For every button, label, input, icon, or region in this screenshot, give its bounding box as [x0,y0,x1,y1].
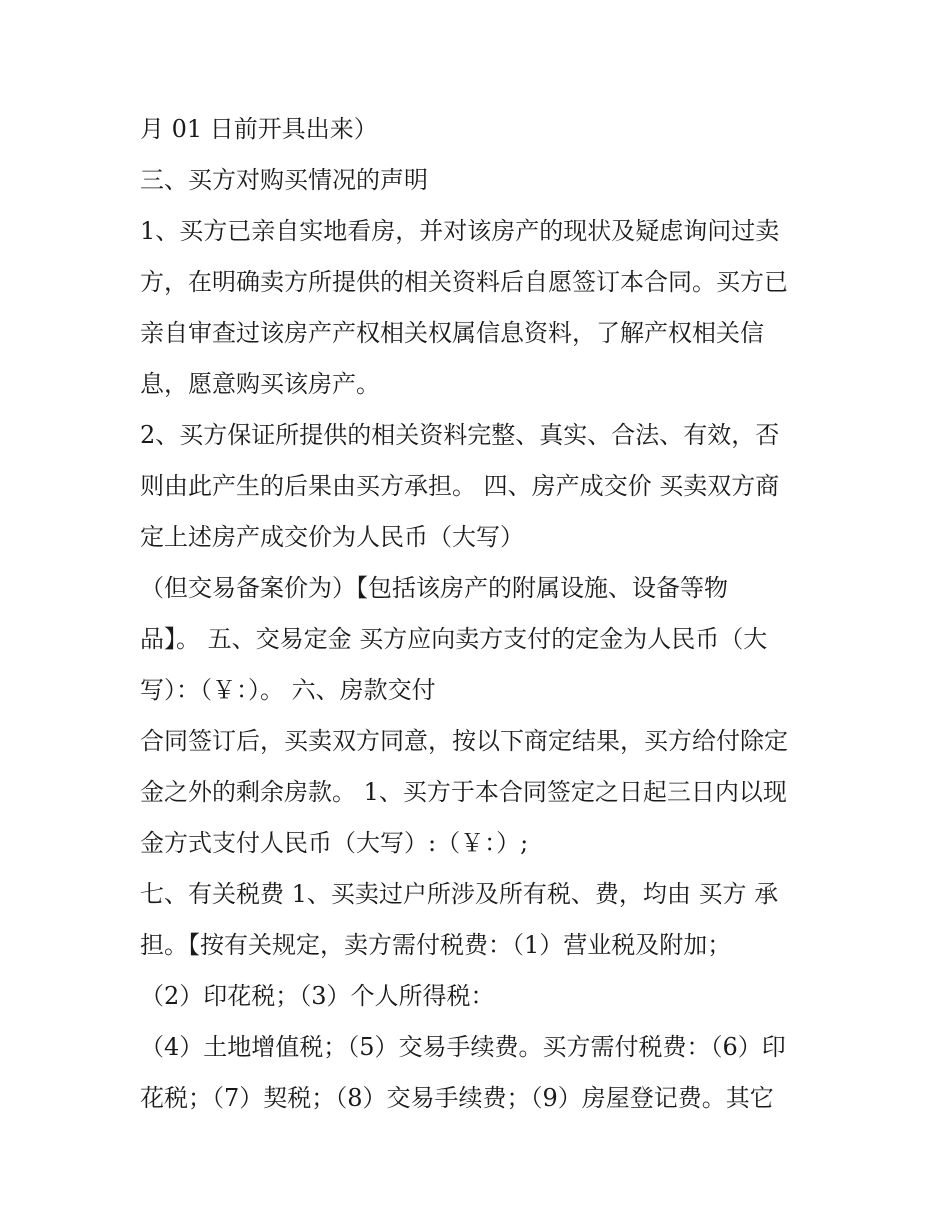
contract-text [140,104,820,1124]
text-line: 2、买方保证所提供的相关资料完整、真实、合法、有效，否 [140,421,780,449]
text-line: 定上述房产成交价为人民币（大写） [140,523,524,551]
text-line: 则由此产生的后果由买方承担。 四、房产成交价 买卖双方商 [140,472,780,500]
text-line: 亲自审查过该房产产权相关权属信息资料，了解产权相关信 [140,319,764,347]
text-line: 息，愿意购买该房产。 [140,370,380,398]
text-line: 月 01 日前开具出来） [140,115,378,143]
section-heading: 七、有关税费 1、买卖过户所涉及所有税、费，均由 买方 承 [140,880,779,908]
text-line: 金之外的剩余房款。 1、买方于本合同签定之日起三日内以现 [140,778,787,806]
text-line: （2）印花税；（3）个人所得税： [140,982,495,1010]
text-line: 1、买方已亲自实地看房，并对该房产的现状及疑虑询问过卖 [140,217,780,245]
text-line: 方，在明确卖方所提供的相关资料后自愿签订本合同。买方已 [140,268,788,296]
text-line: 合同签订后，买卖双方同意，按以下商定结果，买方给付除定 [140,727,788,755]
text-line: 写）：（￥：）。 六、房款交付 [140,676,436,704]
text-line: 花税；（7）契税；（8）交易手续费；（9）房屋登记费。其它 [140,1084,774,1112]
text-line: 担。【按有关规定，卖方需付税费：（1）营业税及附加； [140,931,732,959]
text-line: 品】。 五、交易定金 买方应向卖方支付的定金为人民币（大 [140,625,768,653]
text-line: 金方式支付人民币（大写）:（￥：）; [140,829,529,857]
section-heading: 三、买方对购买情况的声明 [140,166,428,194]
text-line: （但交易备案价为）【包括该房产的附属设施、设备等物 [140,574,728,602]
text-line: （4）土地增值税；（5）交易手续费。买方需付税费：（6）印 [140,1033,786,1061]
